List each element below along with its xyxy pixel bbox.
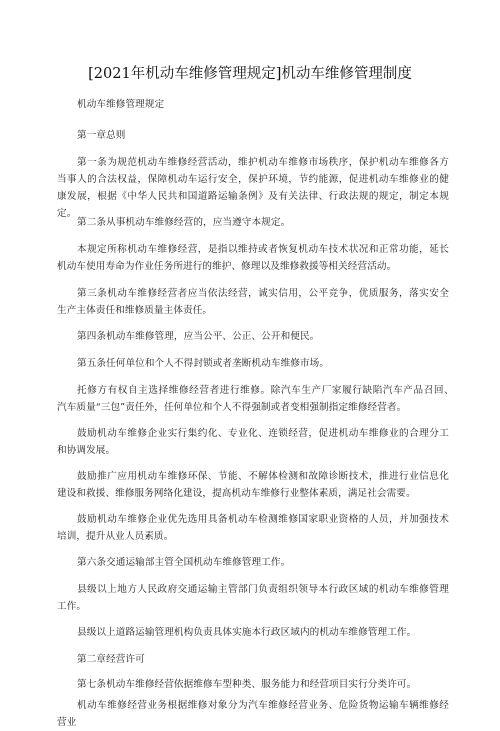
paragraph-business-categories: 机动车维修经营业务根据维修对象分为汽车维修经营业务、危险货物运输车辆维修经 营业 [57,700,459,728]
paragraph-definition: 本规定所称机动车维修经营，是指以维持或者恢复机动车技术状况和正常功能，延长 机动车使用寿命为作业任务所进行的维护、修理以及维修救援等相关经营活动。 [57,244,459,272]
paragraph-encourage-tech: 鼓励推广应用机动车维修环保、节能、不解体检测和故障诊断技术，推进行业信息化 建设和救援、维修服务网络化建设，提高机动车维修行业整体素质，满足社会需要。 [57,471,459,499]
paragraph-article-1: 第一条为规范机动车维修经营活动，维护机动车维修市场秩序，保护机动车维修各方 当事人的合法权益，保障机动车运行安全，保护环境，节约能源，促进机动车维修业的健 康发展，根据《中华人民共和国道路运输条例》及有关法律、行政法规的规定，制定本规 定。 [57,157,459,219]
paragraph-article-6: 第六条交通运输部主管全国机动车维修管理工作。 [77,557,291,568]
paragraph-encourage-chain: 鼓励机动车维修企业实行集约化、专业化、连锁经营，促进机动车维修业的合理分工 和协调发展。 [57,428,459,456]
paragraph-article-7: 第七条机动车维修经营依据维修车型种类、服务能力和经营项目实行分类许可。 [77,679,417,690]
document-title: [2021年机动车维修管理规定]机动车维修管理制度 [88,66,412,82]
paragraph-article-3: 第三条机动车维修经营者应当依法经营，诚实信用，公平竞争，优质服务，落实安全 生产主体责任和维修质量主体责任。 [57,288,459,316]
paragraph-article-4: 第四条机动车维修管理，应当公平、公正、公开和便民。 [77,331,320,342]
paragraph-chapter-1-heading: 第一章总则 [77,130,126,141]
paragraph-encourage-staff: 鼓励机动车维修企业优先选用具备机动车检测维修国家职业资格的人员，并加强技术 培训，提升从业人员素质。 [57,514,459,542]
paragraph-regulation-name: 机动车维修管理规定 [77,99,165,110]
paragraph-local-government: 县级以上地方人民政府交通运输主管部门负责组织领导本行政区域的机动车维修管理 工作。 [57,584,469,612]
paragraph-chapter-2-heading: 第二章经营许可 [77,654,145,665]
paragraph-transport-agency: 县级以上道路运输管理机构负责具体实施本行政区域内的机动车维修管理工作。 [77,627,417,638]
paragraph-article-5: 第五条任何单位和个人不得封锁或者垄断机动车维修市场。 [77,358,330,369]
paragraph-article-2: 第二条从事机动车维修经营的，应当遵守本规定。 [77,217,291,228]
paragraph-client-choice: 托修方有权自主选择维修经营者进行维修。除汽车生产厂家履行缺陷汽车产品召回、 汽车质量“三包”责任外，任何单位和个人不得强制或者变相强制指定维修经营者。 [57,385,459,413]
